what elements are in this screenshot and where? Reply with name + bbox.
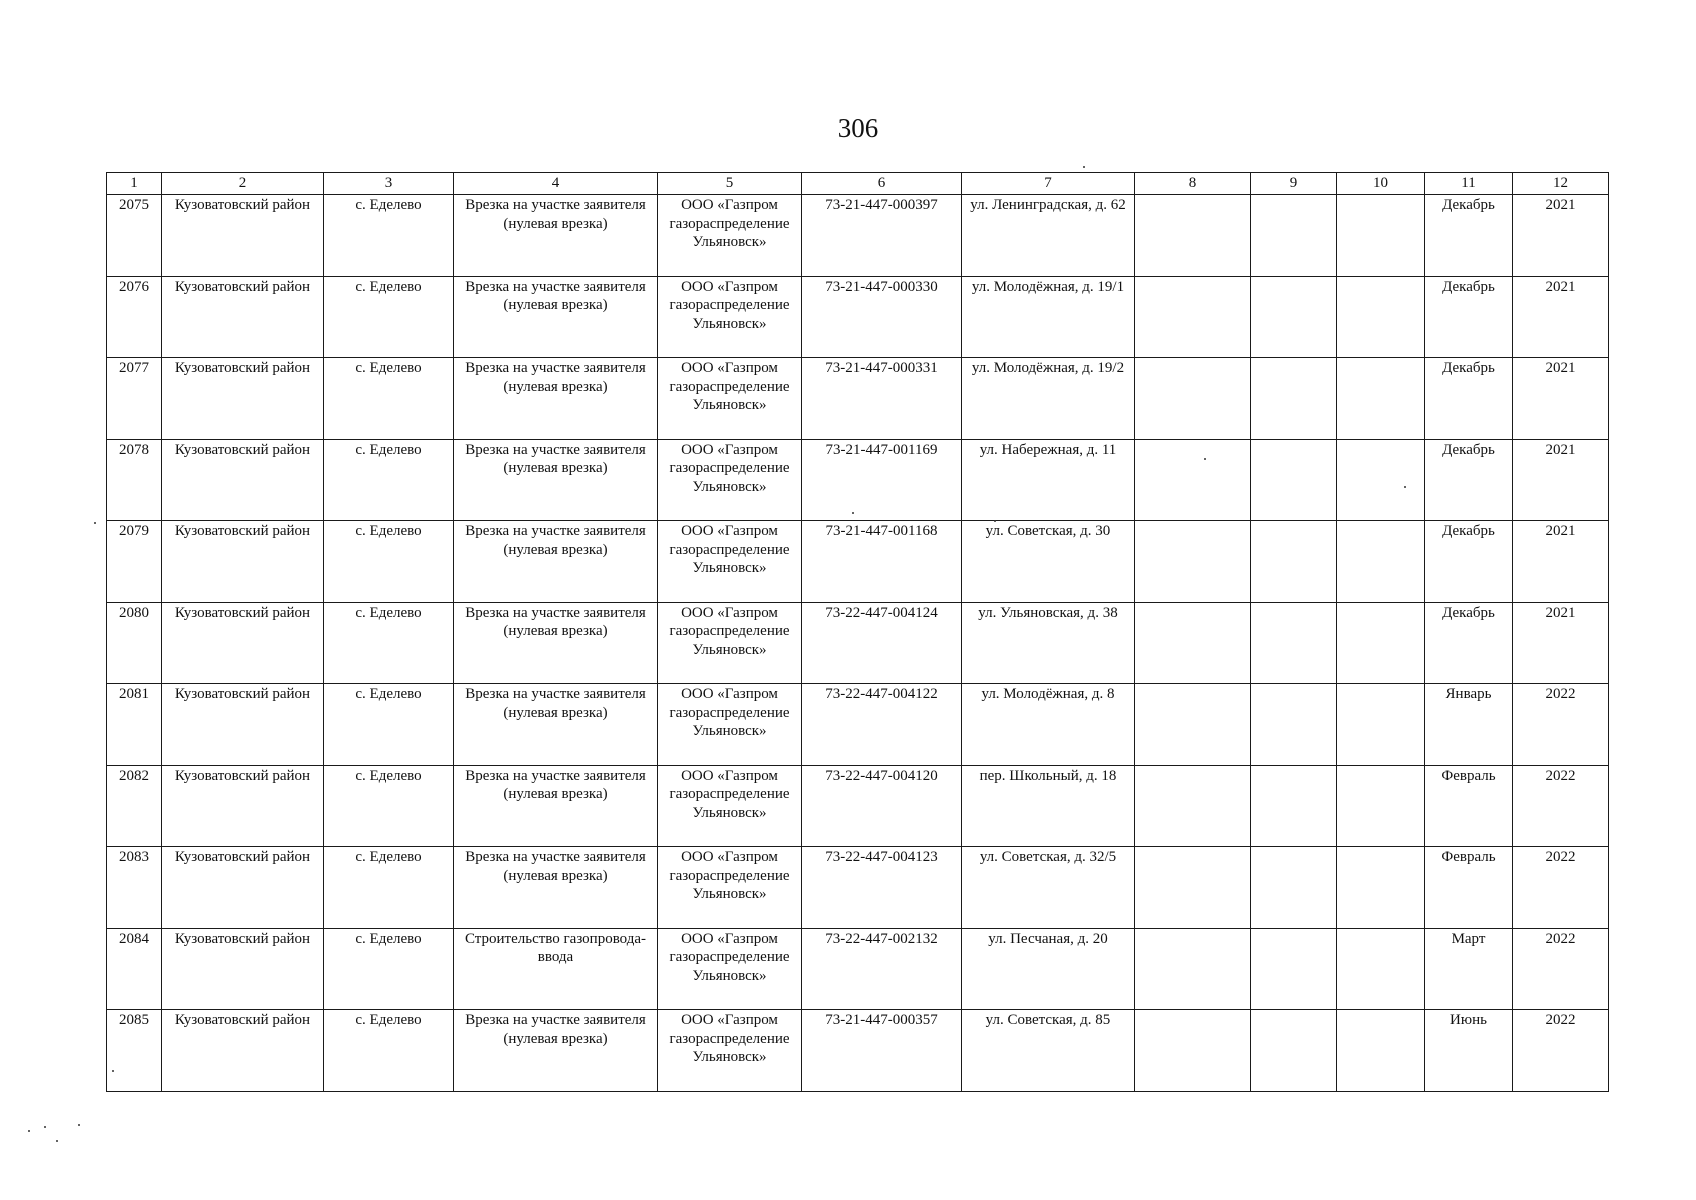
organization-cell: ООО «Газпром газораспределение Ульяновск» [658,195,802,277]
organization-cell: ООО «Газпром газораспределение Ульяновск» [658,847,802,929]
object-code-cell: 73-22-447-004122 [802,684,962,766]
year-cell: 2021 [1513,195,1609,277]
work-description-cell: Строительство газопровода-ввода [454,928,658,1010]
column-9-cell [1251,439,1337,521]
table-body [107,195,1609,1092]
month-cell: Декабрь [1425,439,1513,521]
locality-cell: с. Еделево [324,195,454,277]
table-row [107,276,1609,358]
object-code-cell: 73-21-447-000397 [802,195,962,277]
scan-speck [1083,166,1085,168]
year-cell: 2022 [1513,1010,1609,1092]
work-description-cell: Врезка на участке заявителя (нулевая врезка) [454,684,658,766]
object-code-cell: 73-21-447-000331 [802,358,962,440]
locality-cell: с. Еделево [324,521,454,603]
column-header-2: 2 [162,173,324,195]
column-header-8: 8 [1135,173,1251,195]
table-row [107,195,1609,277]
object-code-cell: 73-22-447-002132 [802,928,962,1010]
column-10-cell [1337,195,1425,277]
month-cell: Февраль [1425,765,1513,847]
scan-speck [44,1126,46,1128]
locality-cell: с. Еделево [324,439,454,521]
row-number: 2078 [107,439,162,521]
page-number: 306 [837,113,879,143]
address-cell: ул. Советская, д. 85 [962,1010,1135,1092]
row-number: 2083 [107,847,162,929]
month-cell: Март [1425,928,1513,1010]
year-cell: 2021 [1513,521,1609,603]
column-10-cell [1337,439,1425,521]
column-header-7: 7 [962,173,1135,195]
column-8-cell [1135,195,1251,277]
row-number: 2084 [107,928,162,1010]
object-code-cell: 73-21-447-000357 [802,1010,962,1092]
address-cell: ул. Набережная, д. 11 [962,439,1135,521]
locality-cell: с. Еделево [324,358,454,440]
scan-speck [994,520,996,522]
column-8-cell [1135,1010,1251,1092]
table-row [107,1010,1609,1092]
column-8-cell [1135,521,1251,603]
scan-speck [28,1130,30,1132]
object-code-cell: 73-21-447-000330 [802,276,962,358]
district-cell: Кузоватовский район [162,521,324,603]
locality-cell: с. Еделево [324,765,454,847]
row-number: 2080 [107,602,162,684]
district-cell: Кузоватовский район [162,847,324,929]
column-9-cell [1251,276,1337,358]
month-cell: Декабрь [1425,195,1513,277]
table-row [107,847,1609,929]
district-cell: Кузоватовский район [162,602,324,684]
row-number: 2079 [107,521,162,603]
work-description-cell: Врезка на участке заявителя (нулевая врезка) [454,602,658,684]
district-cell: Кузоватовский район [162,195,324,277]
scan-speck [94,522,96,524]
year-cell: 2022 [1513,765,1609,847]
month-cell: Январь [1425,684,1513,766]
column-header-3: 3 [324,173,454,195]
scan-speck [78,1124,80,1126]
month-cell: Июнь [1425,1010,1513,1092]
table-row [107,765,1609,847]
row-number: 2077 [107,358,162,440]
column-header-1: 1 [107,173,162,195]
table-row [107,602,1609,684]
month-cell: Декабрь [1425,358,1513,440]
year-cell: 2021 [1513,439,1609,521]
work-description-cell: Врезка на участке заявителя (нулевая врезка) [454,847,658,929]
year-cell: 2022 [1513,928,1609,1010]
column-8-cell [1135,847,1251,929]
work-description-cell: Врезка на участке заявителя (нулевая врезка) [454,439,658,521]
column-header-4: 4 [454,173,658,195]
district-cell: Кузоватовский район [162,1010,324,1092]
organization-cell: ООО «Газпром газораспределение Ульяновск» [658,439,802,521]
row-number: 2082 [107,765,162,847]
address-cell: ул. Молодёжная, д. 8 [962,684,1135,766]
column-8-cell [1135,928,1251,1010]
column-10-cell [1337,684,1425,766]
work-description-cell: Врезка на участке заявителя (нулевая врезка) [454,358,658,440]
locality-cell: с. Еделево [324,928,454,1010]
scan-speck [112,1070,114,1072]
column-8-cell [1135,602,1251,684]
column-header-11: 11 [1425,173,1513,195]
organization-cell: ООО «Газпром газораспределение Ульяновск» [658,765,802,847]
address-cell: ул. Ленинградская, д. 62 [962,195,1135,277]
scan-speck [1204,458,1206,460]
month-cell: Февраль [1425,847,1513,929]
locality-cell: с. Еделево [324,276,454,358]
scan-speck [56,1140,58,1142]
column-10-cell [1337,847,1425,929]
column-9-cell [1251,847,1337,929]
table-header [107,173,1609,195]
column-8-cell [1135,765,1251,847]
column-10-cell [1337,602,1425,684]
year-cell: 2022 [1513,847,1609,929]
organization-cell: ООО «Газпром газораспределение Ульяновск» [658,684,802,766]
object-code-cell: 73-22-447-004120 [802,765,962,847]
month-cell: Декабрь [1425,276,1513,358]
address-cell: ул. Молодёжная, д. 19/1 [962,276,1135,358]
locality-cell: с. Еделево [324,1010,454,1092]
work-description-cell: Врезка на участке заявителя (нулевая врезка) [454,765,658,847]
column-8-cell [1135,439,1251,521]
table-row [107,358,1609,440]
district-cell: Кузоватовский район [162,765,324,847]
locality-cell: с. Еделево [324,602,454,684]
column-10-cell [1337,928,1425,1010]
column-9-cell [1251,602,1337,684]
table-row [107,684,1609,766]
address-cell: ул. Ульяновская, д. 38 [962,602,1135,684]
year-cell: 2022 [1513,684,1609,766]
organization-cell: ООО «Газпром газораспределение Ульяновск» [658,521,802,603]
address-cell: ул. Песчаная, д. 20 [962,928,1135,1010]
year-cell: 2021 [1513,602,1609,684]
locality-cell: с. Еделево [324,847,454,929]
organization-cell: ООО «Газпром газораспределение Ульяновск» [658,1010,802,1092]
organization-cell: ООО «Газпром газораспределение Ульяновск» [658,358,802,440]
district-cell: Кузоватовский район [162,684,324,766]
column-10-cell [1337,358,1425,440]
table-row [107,928,1609,1010]
work-description-cell: Врезка на участке заявителя (нулевая врезка) [454,1010,658,1092]
scan-speck [852,512,854,514]
organization-cell: ООО «Газпром газораспределение Ульяновск» [658,928,802,1010]
work-description-cell: Врезка на участке заявителя (нулевая врезка) [454,276,658,358]
scan-speck [1404,486,1406,488]
column-9-cell [1251,358,1337,440]
column-10-cell [1337,276,1425,358]
column-header-6: 6 [802,173,962,195]
row-number: 2085 [107,1010,162,1092]
column-header-12: 12 [1513,173,1609,195]
column-9-cell [1251,684,1337,766]
year-cell: 2021 [1513,358,1609,440]
district-cell: Кузоватовский район [162,276,324,358]
address-cell: ул. Молодёжная, д. 19/2 [962,358,1135,440]
object-code-cell: 73-22-447-004123 [802,847,962,929]
header-row [107,173,1609,195]
object-code-cell: 73-22-447-004124 [802,602,962,684]
column-9-cell [1251,765,1337,847]
work-description-cell: Врезка на участке заявителя (нулевая врезка) [454,521,658,603]
row-number: 2081 [107,684,162,766]
object-code-cell: 73-21-447-001169 [802,439,962,521]
year-cell: 2021 [1513,276,1609,358]
district-cell: Кузоватовский район [162,439,324,521]
register-table [106,172,1609,1092]
address-cell: пер. Школьный, д. 18 [962,765,1135,847]
column-10-cell [1337,765,1425,847]
month-cell: Декабрь [1425,602,1513,684]
column-8-cell [1135,276,1251,358]
column-header-10: 10 [1337,173,1425,195]
column-9-cell [1251,521,1337,603]
column-10-cell [1337,1010,1425,1092]
organization-cell: ООО «Газпром газораспределение Ульяновск» [658,276,802,358]
column-8-cell [1135,358,1251,440]
work-description-cell: Врезка на участке заявителя (нулевая врезка) [454,195,658,277]
organization-cell: ООО «Газпром газораспределение Ульяновск» [658,602,802,684]
column-9-cell [1251,1010,1337,1092]
column-header-5: 5 [658,173,802,195]
column-9-cell [1251,928,1337,1010]
month-cell: Декабрь [1425,521,1513,603]
object-code-cell: 73-21-447-001168 [802,521,962,603]
address-cell: ул. Советская, д. 32/5 [962,847,1135,929]
district-cell: Кузоватовский район [162,928,324,1010]
district-cell: Кузоватовский район [162,358,324,440]
locality-cell: с. Еделево [324,684,454,766]
column-10-cell [1337,521,1425,603]
column-header-9: 9 [1251,173,1337,195]
row-number: 2076 [107,276,162,358]
table-row [107,521,1609,603]
table-row [107,439,1609,521]
row-number: 2075 [107,195,162,277]
column-9-cell [1251,195,1337,277]
address-cell: ул. Советская, д. 30 [962,521,1135,603]
column-8-cell [1135,684,1251,766]
